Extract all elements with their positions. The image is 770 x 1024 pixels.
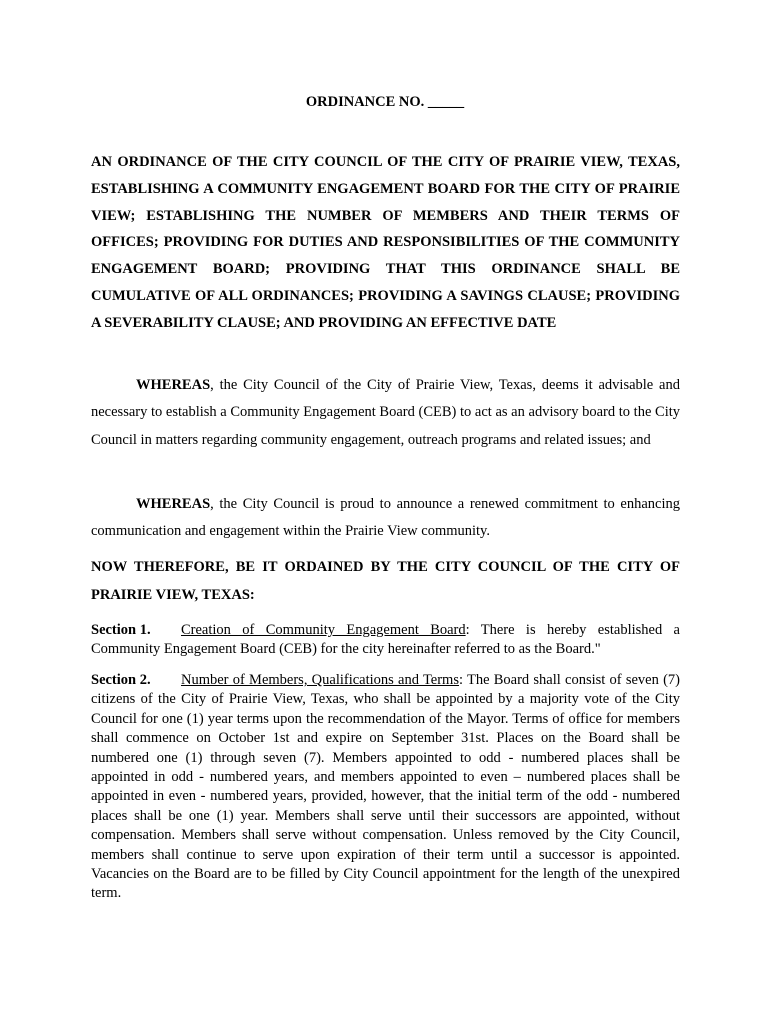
whereas-paragraph-2 <box>91 491 680 546</box>
section-label: Section 2. <box>91 672 151 688</box>
whereas-lead: WHEREAS <box>136 377 211 393</box>
section-label: Section 1. <box>91 622 151 638</box>
whereas-text: , the City Council of the City of Prairie View, Texas, deems it advisable and necessary to establish a Community Engagement Board (CEB) to act as an advisory board to the City Council in matters regarding community engagement, outreach programs and related issues; and <box>91 377 680 448</box>
section-2 <box>91 671 680 904</box>
ordinance-heading: AN ORDINANCE OF THE CITY COUNCIL OF THE CITY OF PRAIRIE VIEW, TEXAS, ESTABLISHING A COMMUNITY ENGAGEMENT BOARD FOR THE CITY OF PRAIRIE VIEW; ESTABLISHING THE NUMBER OF MEMBERS AND THEIR TERMS OF OFFICES; PROVIDING FOR DUTIES AND RESPONSIBILITIES OF THE COMMUNITY ENGAGEMENT BOARD; PROVIDING THAT THIS ORDINANCE SHALL BE CUMULATIVE OF ALL ORDINANCES; PROVIDING A SAVINGS CLAUSE; PROVIDING A SEVERABILITY CLAUSE; AND PROVIDING AN EFFECTIVE DATE <box>91 154 680 331</box>
section-title: Number of Members, Qualifications and Terms <box>181 672 459 688</box>
section-text: : There is hereby established a Community Engagement Board (CEB) for the city hereinafter referred to as the Board." <box>91 622 680 658</box>
whereas-paragraph-1 <box>91 372 680 454</box>
ordinance-title: ORDINANCE NO. _____ <box>305 94 465 110</box>
section-text: : The Board shall consist of seven (7) citizens of the City of Prairie View, Texas, who shall be appointed by a majority vote of the City Council for one (1) year terms upon the recommendation of the Mayor. Terms of office for members shall commence on October 1st and expire on September 31st. Places on the Board shall be numbered one (1) through seven (7). Members appointed to odd - numbered places shall be appointed in odd - numbered years, and members appointed to even – numbered places shall be appointed in even - numbered years, provided, however, that the initial term of the odd - numbered places shall be one (1) year. Members shall serve until their successors are appointed, without compensation. Members shall serve without compensation. Unless removed by the City Council, members shall continue to serve upon expiration of their term until a successor is appointed. Vacancies on the Board are to be filled by City Council appointment for the length of the unexpired term. <box>91 672 680 902</box>
section-title: Creation of Community Engagement Board <box>181 622 466 638</box>
ordaining-clause: NOW THEREFORE, BE IT ORDAINED BY THE CITY COUNCIL OF THE CITY OF PRAIRIE VIEW, TEXAS: <box>91 559 680 603</box>
section-1 <box>91 621 680 660</box>
whereas-lead: WHEREAS <box>136 496 211 512</box>
whereas-text: , the City Council is proud to announce a renewed commitment to enhancing communication and engagement within the Prairie View community. <box>91 496 680 540</box>
